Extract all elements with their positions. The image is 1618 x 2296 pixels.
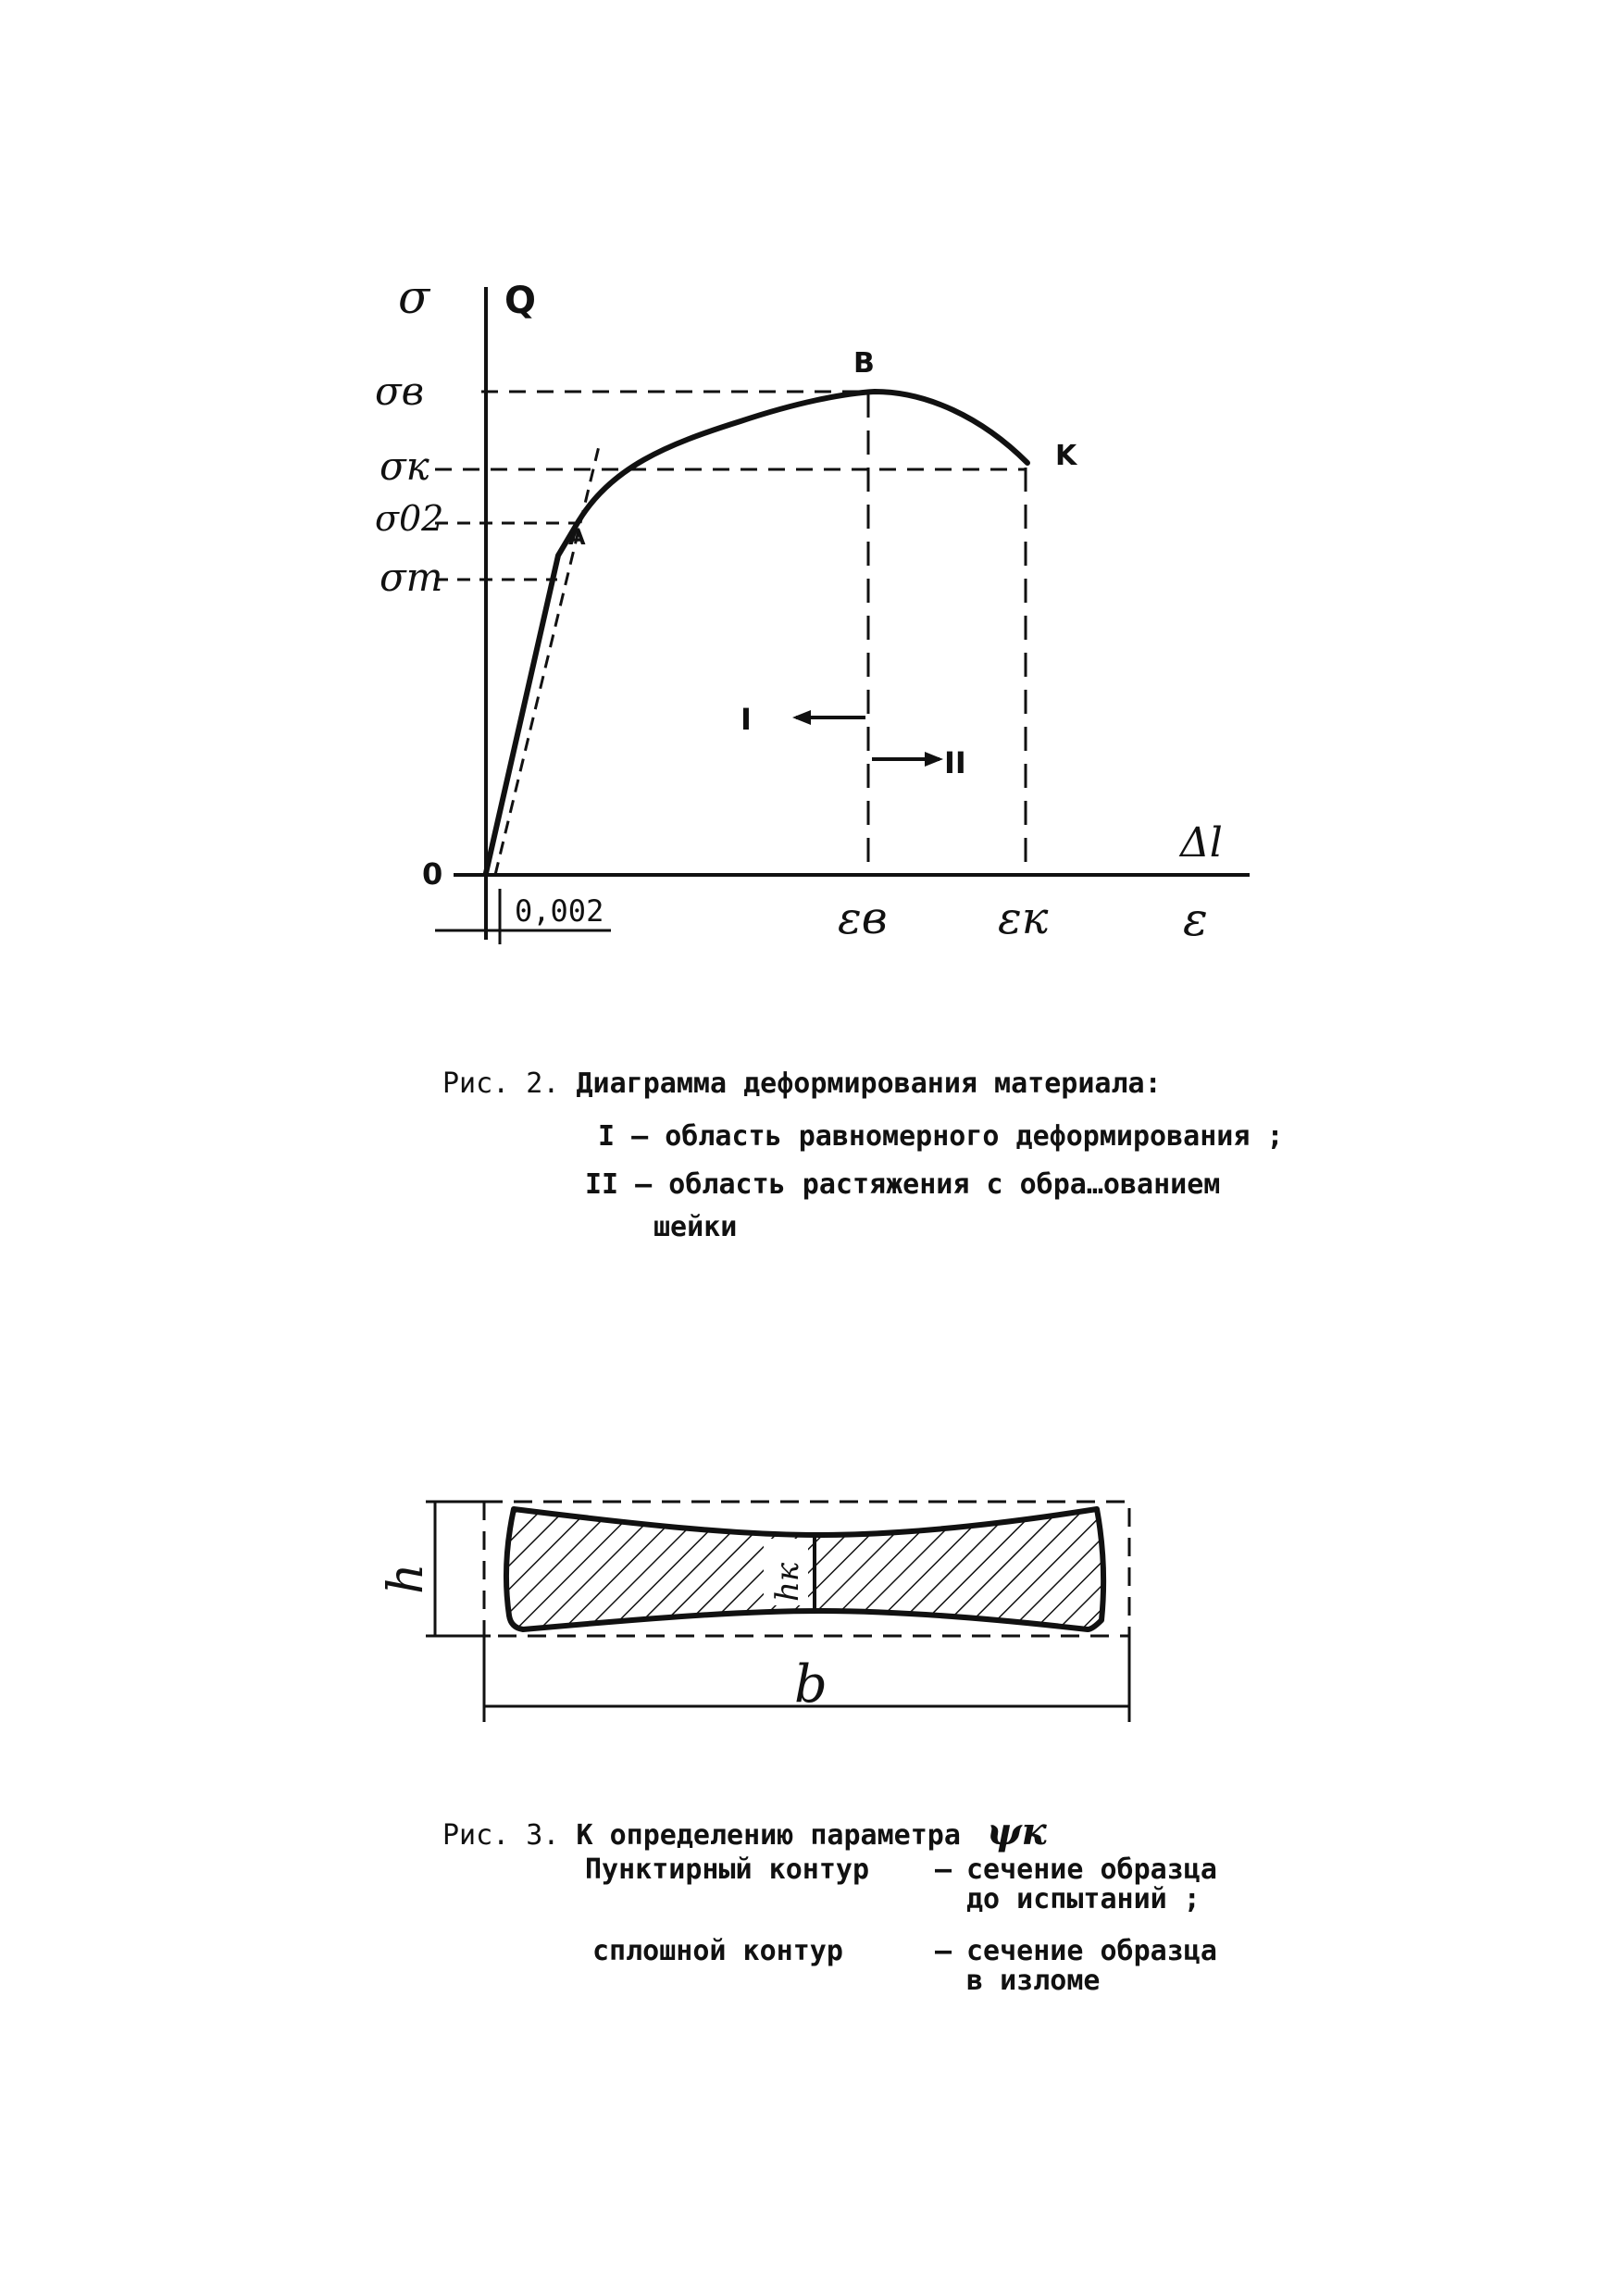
sigma-k-label: σк [380, 443, 429, 489]
fig3-caption-title [442, 1810, 1047, 1853]
fig3-row1-def-line2: до испытаний ; [966, 1883, 1201, 1915]
region-II-arrowhead [925, 752, 943, 767]
region-II-label: II [944, 745, 966, 780]
eps-b-label: εв [838, 892, 888, 944]
stress-strain-curve [486, 392, 1027, 873]
fig3-caption-prefix: Рис. 3. [442, 1819, 560, 1852]
fig3-caption-text: К определению параметра [576, 1819, 961, 1852]
b-label: b [794, 1654, 828, 1715]
specimen-section-diagram [379, 1502, 1129, 1722]
fig3-row1-dash: – [935, 1853, 952, 1886]
fig2-caption-item1: I – область равномерного деформирования ; [598, 1120, 1284, 1153]
point-a-label: A [568, 524, 586, 550]
point-b-label: B [853, 347, 875, 380]
stress-strain-diagram [375, 270, 1250, 946]
region-I-arrowhead [792, 710, 811, 725]
fig2-caption-item2-line1: II – область растяжения с обра…ованием [585, 1168, 1221, 1201]
q-axis-label: Q [504, 280, 537, 322]
sigma-axis-label: σ [398, 270, 430, 324]
h-label: h [379, 1563, 434, 1594]
sigma-02-label: σ02 [375, 498, 444, 539]
delta-l-axis-label: Δl [1180, 819, 1223, 867]
point-k-label: K [1055, 440, 1077, 472]
eps-axis-label: ε [1183, 892, 1208, 946]
hk-label: hк [769, 1562, 806, 1602]
fig2-caption-title [442, 1067, 1162, 1100]
offset-label: 0,002 [515, 893, 604, 929]
fig3-row1-def-line1: сечение образца [966, 1853, 1217, 1886]
fig3-row2-dash: – [935, 1935, 952, 1967]
region-I-label: I [741, 702, 752, 737]
fig2-caption-prefix: Рис. 2. [442, 1067, 560, 1100]
fig3-row2-def-line2: в изломе [966, 1965, 1101, 1997]
sigma-b-label: σв [375, 368, 425, 414]
origin-label: 0 [422, 856, 443, 892]
fig2-caption-text: Диаграмма деформирования материала: [576, 1067, 1162, 1100]
fig3-row2-term: сплошной контур [592, 1935, 843, 1967]
eps-k-label: εк [998, 892, 1049, 944]
sigma-t-label: σт [380, 555, 443, 600]
fig3-row2-def-line1: сечение образца [966, 1935, 1217, 1967]
fig2-caption-item2-line2: шейки [653, 1211, 738, 1243]
psi-k-symbol: ψк [986, 1810, 1047, 1853]
offset-line [495, 446, 599, 875]
fig3-row1-term: Пунктирный контур [585, 1853, 870, 1886]
